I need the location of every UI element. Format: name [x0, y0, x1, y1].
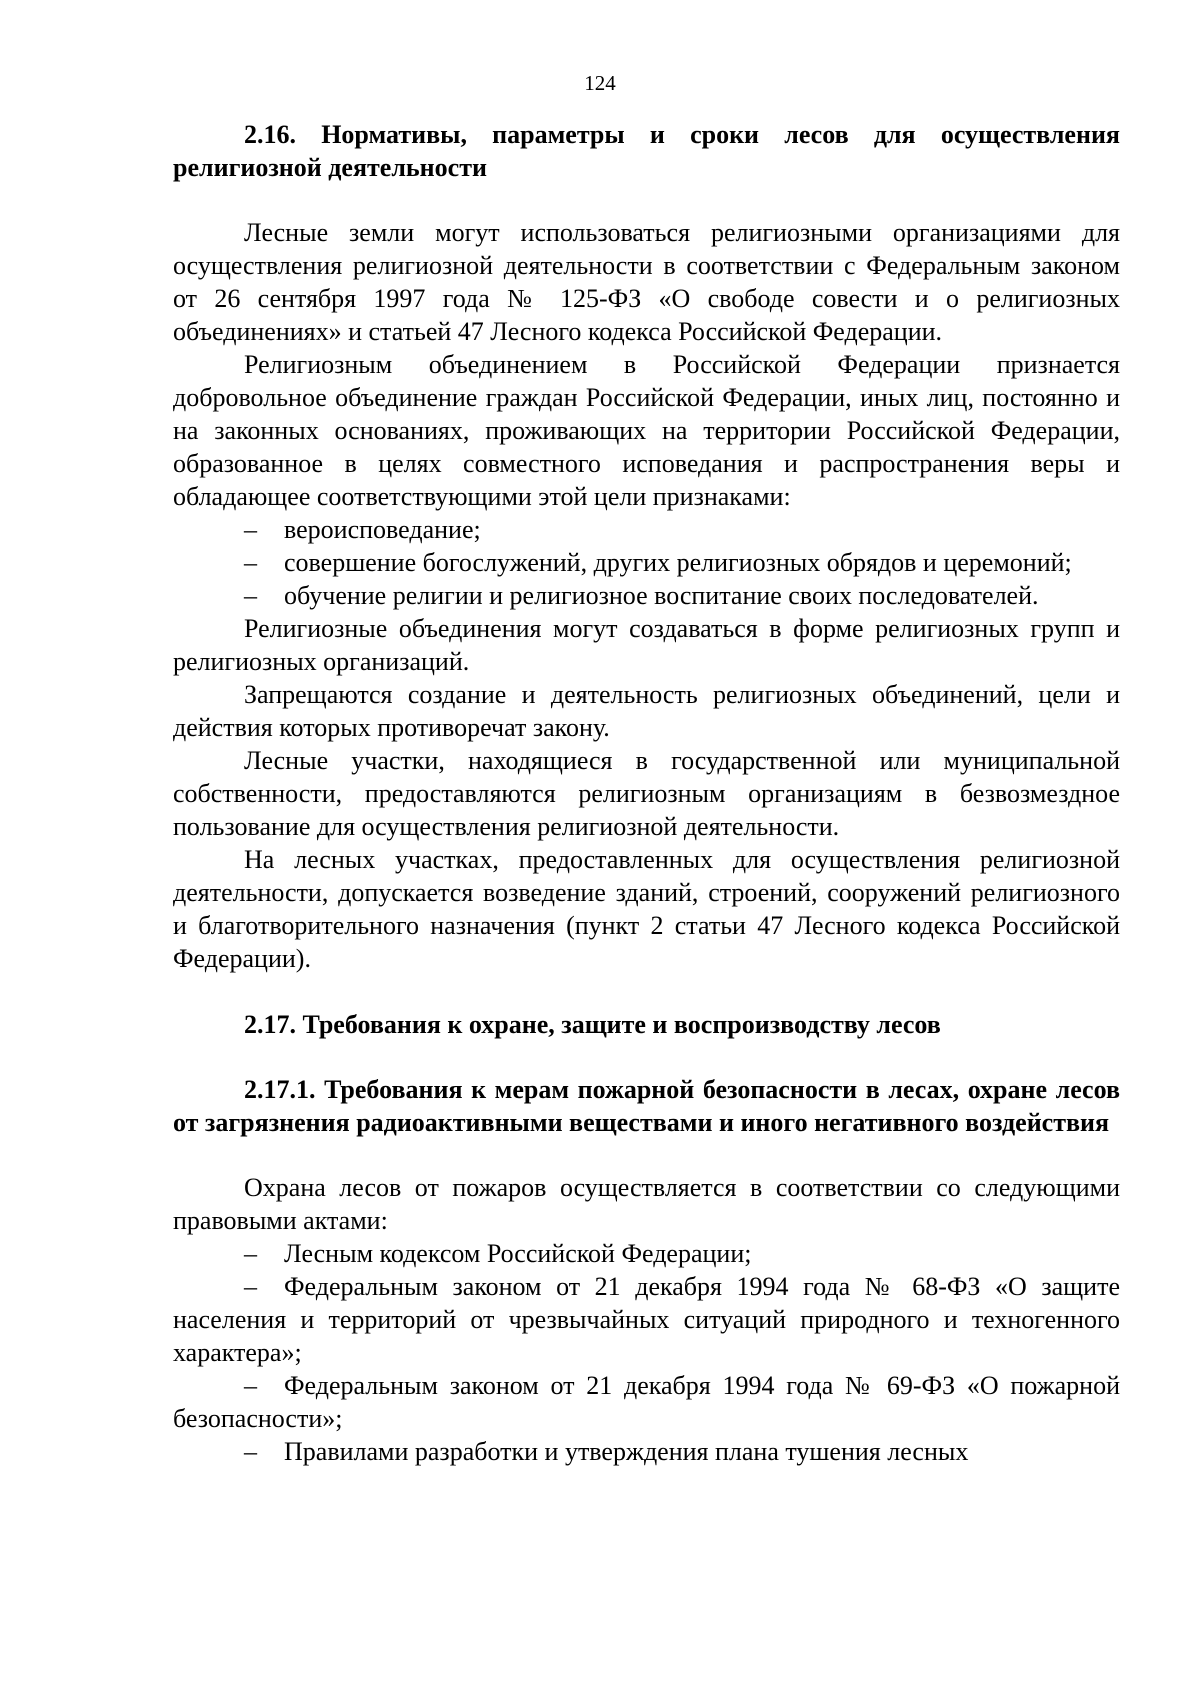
- paragraph: Лесные участки, находящиеся в государственной или муниципальной собственности, предоставляются религиозным организациям в безвозмездное пользование для осуществления религиозной деятельности.: [173, 746, 1120, 841]
- list-item-text: Лесным кодексом Российской Федерации;: [284, 1239, 752, 1268]
- paragraph: Религиозным объединением в Российской Федерации признается добровольное объединение граждан Российской Федерации, иных лиц, постоянно и на законных основаниях, проживающих на территории Российской Федерации, образованное в целях совместного исповедания и распространения веры и обладающее соответствующими этой цели признаками:: [173, 350, 1120, 511]
- section-2-17-heading: 2.17. Требования к охране, защите и воспроизводству лесов: [244, 1010, 941, 1039]
- list-item: [173, 546, 1120, 579]
- list-item-text: Федеральным законом от 21 декабря 1994 года № 68-ФЗ «О защите населения и территорий от чрезвычайных ситуаций природного и техногенного характера»;: [173, 1272, 1120, 1367]
- dash-bullet: –: [244, 1239, 257, 1268]
- list-item-text: Правилами разработки и утверждения плана тушения лесных: [284, 1437, 969, 1466]
- spacer: [173, 1041, 1120, 1073]
- spacer: [173, 184, 1120, 216]
- dash-bullet: –: [244, 1437, 257, 1466]
- list-item: [173, 1237, 1120, 1270]
- list-item: [173, 513, 1120, 546]
- paragraph: Охрана лесов от пожаров осуществляется в соответствии со следующими правовыми актами:: [173, 1173, 1120, 1235]
- dash-bullet: –: [244, 1272, 257, 1301]
- section-2-17-1-heading: 2.17.1. Требования к мерам пожарной безопасности в лесах, охране лесов от загрязнения радиоактивными веществами и иного негативного воздействия: [173, 1075, 1120, 1137]
- list-item-text: обучение религии и религиозное воспитание своих последователей.: [284, 581, 1039, 610]
- paragraph: На лесных участках, предоставленных для осуществления религиозной деятельности, допускается возведение зданий, строений, сооружений религиозного и благотворительного назначения (пункт 2 статьи 47 Лесного кодекса Российской Федерации).: [173, 845, 1120, 973]
- section-2-16-heading: 2.16. Нормативы, параметры и сроки лесов для осуществления религиозной деятельности: [173, 120, 1120, 182]
- list-item: [173, 579, 1120, 612]
- list-item-text: совершение богослужений, других религиозных обрядов и церемоний;: [284, 548, 1072, 577]
- paragraph: Религиозные объединения могут создаваться в форме религиозных групп и религиозных организаций.: [173, 614, 1120, 676]
- list-item: [173, 1369, 1120, 1435]
- paragraph: Лесные земли могут использоваться религиозными организациями для осуществления религиозной деятельности в соответствии с Федеральным законом от 26 сентября 1997 года № 125-ФЗ «О свободе совести и о религиозных объединениях» и статьей 47 Лесного кодекса Российской Федерации.: [173, 218, 1120, 346]
- page-number: 124: [584, 71, 616, 95]
- list-item: [173, 1270, 1120, 1369]
- list-item-text: вероисповедание;: [284, 515, 481, 544]
- dash-bullet: –: [244, 515, 257, 544]
- spacer: [173, 975, 1120, 1008]
- paragraph: Запрещаются создание и деятельность религиозных объединений, цели и действия которых противоречат закону.: [173, 680, 1120, 742]
- spacer: [173, 1139, 1120, 1171]
- dash-bullet: –: [244, 548, 257, 577]
- dash-bullet: –: [244, 581, 257, 610]
- list-item-text: Федеральным законом от 21 декабря 1994 года № 69-ФЗ «О пожарной безопасности»;: [173, 1371, 1120, 1433]
- list-item: [173, 1435, 1120, 1468]
- page-content: [173, 118, 1120, 1468]
- dash-bullet: –: [244, 1371, 257, 1400]
